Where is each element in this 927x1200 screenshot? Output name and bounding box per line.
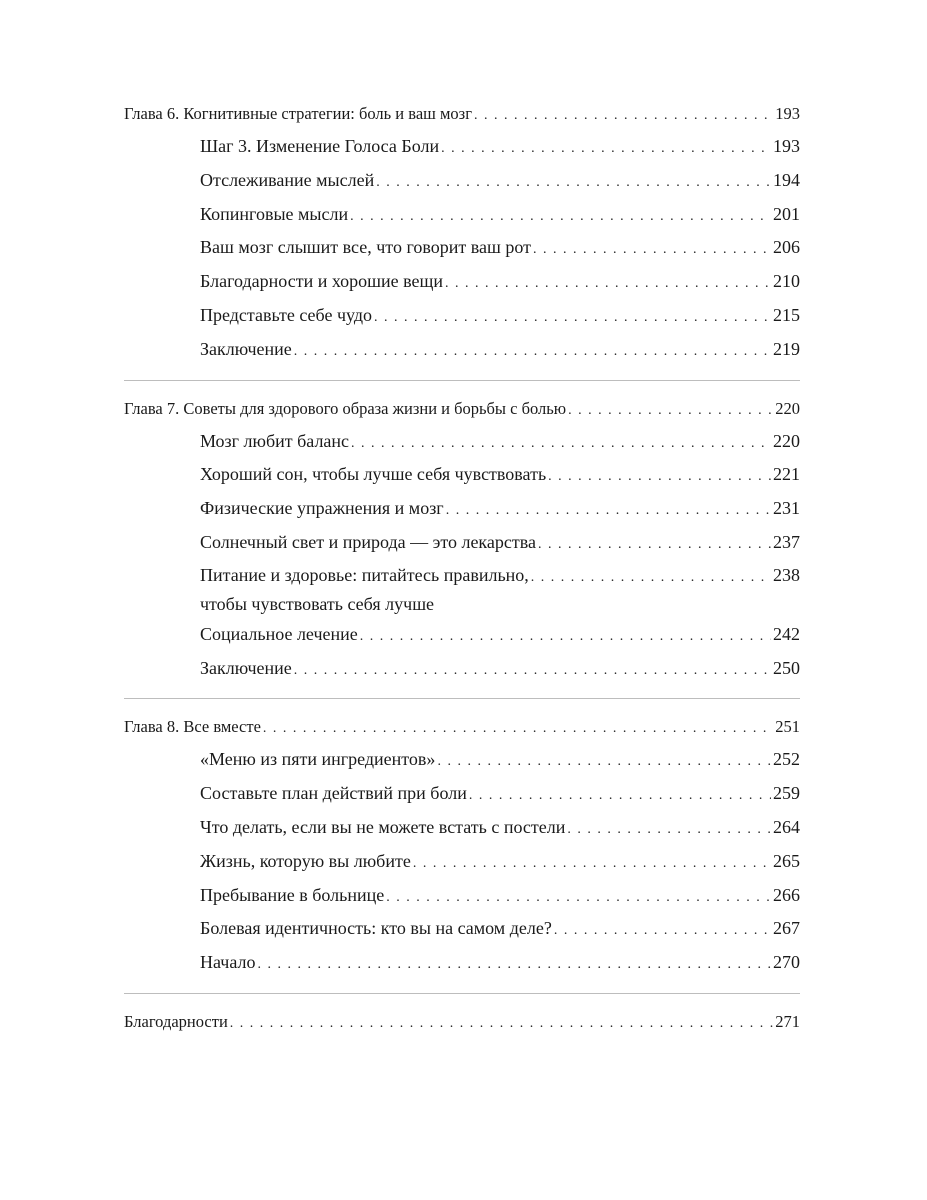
dot-leader <box>554 915 771 947</box>
toc-subentry[interactable] <box>200 846 800 880</box>
dot-leader <box>469 780 771 812</box>
chapter-title: Глава 7. Советы для здорового образа жизни и борьбы с болью <box>124 398 567 418</box>
toc-subentry[interactable] <box>200 947 800 981</box>
entry-title: Питание и здоровье: питайтесь правильно, <box>200 564 529 585</box>
toc-chapter-entry[interactable] <box>124 1007 800 1039</box>
entry-title: Благодарности и хорошие вещи <box>200 271 444 292</box>
dot-leader <box>374 302 771 334</box>
dot-leader <box>531 563 771 592</box>
dot-leader <box>386 882 771 914</box>
chapter-title: Благодарности <box>124 1011 228 1031</box>
toc-subentry[interactable] <box>200 199 800 233</box>
entry-title: Начало <box>200 952 256 973</box>
dot-leader <box>533 234 771 266</box>
entry-title: Пребывание в больнице <box>200 884 385 905</box>
toc-section-chapter-6 <box>124 99 800 381</box>
page-number: 259 <box>773 783 800 804</box>
page-number: 193 <box>775 104 800 123</box>
page-number: 270 <box>773 952 800 973</box>
toc-subentry[interactable] <box>200 300 800 334</box>
toc-subentry[interactable] <box>200 880 800 914</box>
toc-subentry[interactable] <box>200 459 800 493</box>
toc-section-chapter-8 <box>124 712 800 994</box>
dot-leader <box>351 428 771 460</box>
entry-title: Физические упражнения и мозг <box>200 498 444 519</box>
dot-leader <box>257 949 771 981</box>
entry-title: Мозг любит баланс <box>200 430 350 451</box>
dot-leader <box>437 746 771 778</box>
dot-leader <box>538 529 771 561</box>
dot-leader <box>376 167 771 199</box>
dot-leader <box>294 336 771 368</box>
page-number: 271 <box>775 1011 800 1031</box>
toc-section-acknowledgements <box>124 1007 800 1051</box>
toc-subentry[interactable] <box>200 561 800 619</box>
toc-subentry[interactable] <box>200 653 800 687</box>
page-number: 220 <box>773 430 800 451</box>
entry-title-continuation: чтобы чувствовать себя лучше <box>200 593 435 614</box>
entry-title: Жизнь, которую вы любите <box>200 850 411 871</box>
page-number: 237 <box>773 531 800 552</box>
toc-subentry[interactable] <box>200 131 800 165</box>
page-number: 242 <box>773 623 800 644</box>
page-number: 231 <box>773 498 800 519</box>
page-number: 250 <box>773 657 800 678</box>
page-number: 265 <box>773 850 800 871</box>
dot-leader <box>441 133 771 165</box>
toc-subentry[interactable] <box>200 334 800 368</box>
dot-leader <box>413 848 771 880</box>
dot-leader <box>446 495 771 527</box>
dot-leader <box>294 655 771 687</box>
page-number: 201 <box>773 203 800 224</box>
entry-title: Шаг 3. Изменение Голоса Боли <box>200 136 440 156</box>
toc-chapter-entry[interactable] <box>124 394 800 426</box>
page-number: 220 <box>775 398 800 418</box>
page-number: 266 <box>773 884 800 905</box>
toc-subentry[interactable] <box>200 527 800 561</box>
toc-subentry[interactable] <box>200 744 800 778</box>
toc-chapter-entry[interactable] <box>124 712 800 744</box>
chapter-title: Глава 6. Когнитивные стратегии: боль и ваш мозг <box>124 104 472 123</box>
page-number: 221 <box>773 464 800 485</box>
dot-leader <box>230 1009 773 1039</box>
toc-subentry[interactable] <box>200 232 800 266</box>
toc-subentry[interactable] <box>200 165 800 199</box>
toc-section-chapter-7 <box>124 394 800 700</box>
toc-chapter-entry[interactable] <box>124 99 800 131</box>
page-number: 219 <box>773 338 800 359</box>
dot-leader <box>360 621 771 653</box>
dot-leader <box>548 461 771 493</box>
table-of-contents <box>124 99 800 1064</box>
entry-title: Составьте план действий при боли <box>200 783 467 804</box>
entry-title: Солнечный свет и природа — это лекарства <box>200 531 536 552</box>
page-number: 210 <box>773 271 800 292</box>
toc-subentry[interactable] <box>200 619 800 653</box>
dot-leader <box>445 268 771 300</box>
entry-title: Болевая идентичность: кто вы на самом деле? <box>200 918 552 939</box>
page-number: 267 <box>773 918 800 939</box>
entry-title: Ваш мозг слышит все, что говорит ваш рот <box>200 237 531 258</box>
entry-title: Что делать, если вы не можете встать с постели <box>200 816 566 837</box>
dot-leader <box>474 101 773 131</box>
toc-subentry[interactable] <box>200 812 800 846</box>
entry-title: Хороший сон, чтобы лучше себя чувствовать <box>200 464 547 485</box>
chapter-title: Глава 8. Все вместе <box>124 717 261 737</box>
entry-title: Представьте себе чудо <box>200 304 373 325</box>
dot-leader <box>568 396 773 426</box>
entry-title: Копинговые мысли <box>200 203 349 224</box>
page-number: 252 <box>773 749 800 770</box>
page-number: 251 <box>775 717 800 737</box>
toc-subentry[interactable] <box>200 778 800 812</box>
toc-subentry[interactable] <box>200 266 800 300</box>
dot-leader <box>567 814 771 846</box>
page-number: 193 <box>773 136 800 156</box>
dot-leader <box>263 714 773 744</box>
entry-title: Заключение <box>200 338 292 359</box>
toc-subentry[interactable] <box>200 913 800 947</box>
entry-title-block <box>200 561 529 619</box>
toc-subentry[interactable] <box>200 426 800 460</box>
page-number: 215 <box>773 304 800 325</box>
toc-subentry[interactable] <box>200 493 800 527</box>
dot-leader <box>350 201 771 233</box>
page-number: 194 <box>773 169 800 190</box>
page-number: 238 <box>773 564 800 585</box>
entry-title: Заключение <box>200 657 292 678</box>
entry-title: «Меню из пяти ингредиентов» <box>200 749 436 770</box>
entry-title: Отслеживание мыслей <box>200 169 375 190</box>
page-number: 264 <box>773 816 800 837</box>
entry-title: Социальное лечение <box>200 623 358 644</box>
page-number: 206 <box>773 237 800 258</box>
